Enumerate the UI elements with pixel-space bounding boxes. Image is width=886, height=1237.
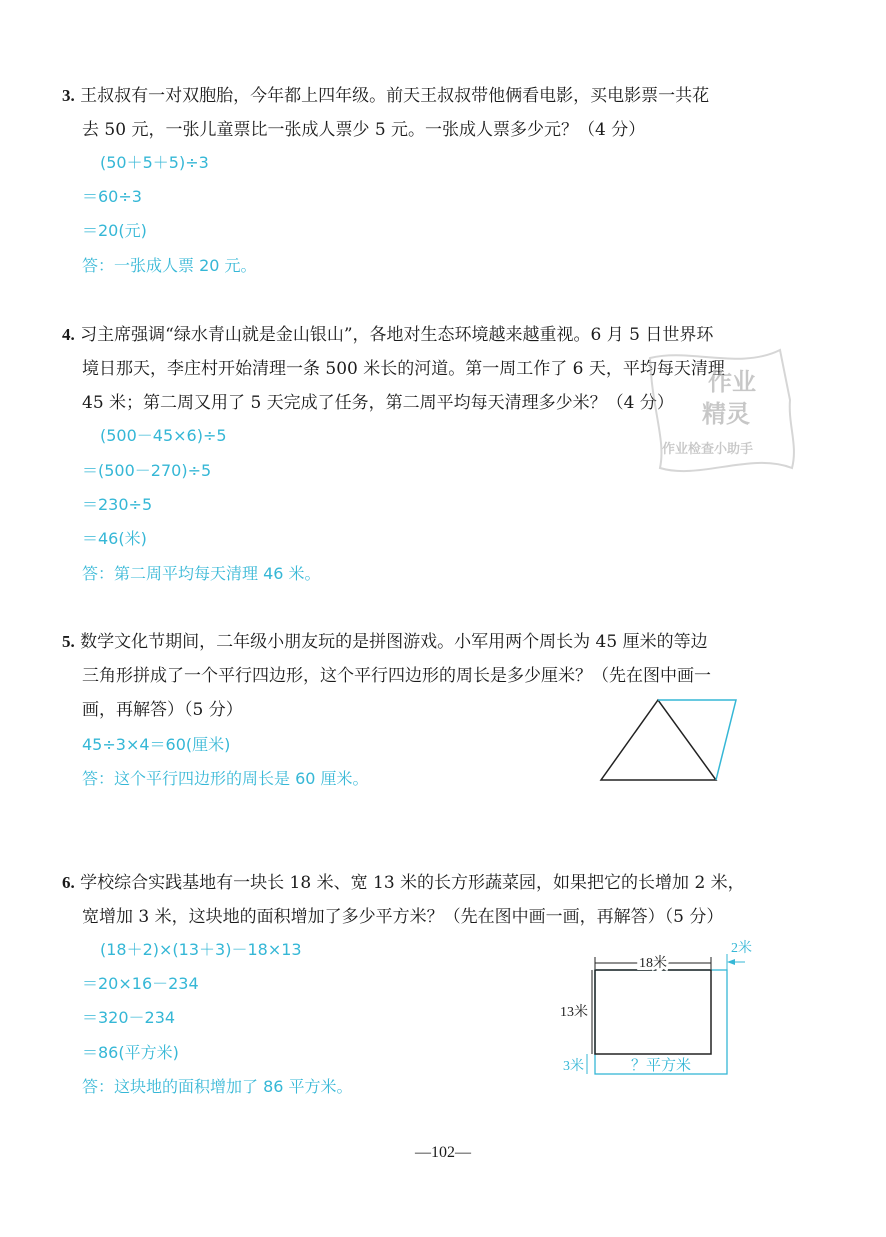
watermark-stamp xyxy=(630,340,805,480)
question-number: 6. xyxy=(62,873,75,892)
work-step: ＝(500－270)÷5 xyxy=(82,461,212,480)
work-step: ＝320－234 xyxy=(82,1008,176,1027)
work-step: (500－45×6)÷5 xyxy=(100,426,227,445)
triangle-left xyxy=(601,700,716,780)
watermark-subtitle: 精灵 xyxy=(702,400,750,428)
question-number: 3. xyxy=(62,86,75,105)
question-text-line: 三角形拼成了一个平行四边形，这个平行四边形的周长是多少厘米？（先在图中画一 xyxy=(82,666,711,686)
length-label: 18米 xyxy=(639,956,667,971)
question-text-line: 数学文化节期间，二年级小朋友玩的是拼图游戏。小军用两个周长为 45 厘米的等边 xyxy=(80,632,708,652)
watermark-caption: 作业检查小助手 xyxy=(662,442,754,457)
watermark-title: 作业 xyxy=(708,368,756,396)
answer-text: 答：第二周平均每天清理 46 米。 xyxy=(82,564,321,583)
page-number: —102— xyxy=(415,1144,471,1161)
work-step: ＝46(米) xyxy=(82,529,147,548)
question-text-line: 宽增加 3 米，这块地的面积增加了多少平方米？（先在图中画一画，再解答）（5 分） xyxy=(82,907,724,927)
work-step: ＝230÷5 xyxy=(82,495,153,514)
question-number: 4. xyxy=(62,325,75,344)
answer-text: 答：这个平行四边形的周长是 60 厘米。 xyxy=(82,769,369,788)
work-step: ＝20(元) xyxy=(82,221,147,240)
question-text-line: 学校综合实践基地有一块长 18 米、宽 13 米的长方形蔬菜园，如果把它的长增加 2 米， xyxy=(80,873,745,893)
add-length-label: 2米 xyxy=(731,941,752,956)
triangle-right-added xyxy=(658,700,736,780)
question-text-line: 习主席强调“绿水青山就是金山银山”，各地对生态环境越来越重视。6 月 5 日世界环 xyxy=(80,325,714,345)
garden-diagram xyxy=(555,936,755,1082)
question-text-line: 画，再解答）（5 分） xyxy=(82,700,243,720)
area-label: ？平方米 xyxy=(630,1058,692,1074)
question-text-line: 45 米；第二周又用了 5 天完成了任务，第二周平均每天清理多少米？（4 分） xyxy=(82,393,674,413)
original-rectangle xyxy=(595,970,711,1054)
question-text-line: 境日那天，李庄村开始清理一条 500 米长的河道。第一周工作了 6 天，平均每天清理 xyxy=(82,359,725,379)
add-width-label: 3米 xyxy=(563,1059,584,1074)
work-step: ＝60÷3 xyxy=(82,187,142,206)
work-step: ＝20×16－234 xyxy=(82,974,199,993)
question-number: 5. xyxy=(62,632,75,651)
answer-text: 答：这块地的面积增加了 86 平方米。 xyxy=(82,1077,353,1096)
question-text-line: 王叔叔有一对双胞胎，今年都上四年级。前天王叔叔带他俩看电影，买电影票一共花 xyxy=(80,86,710,106)
work-step: (18＋2)×(13＋3)－18×13 xyxy=(100,940,302,959)
work-step: 45÷3×4＝60(厘米) xyxy=(82,735,231,754)
answer-text: 答：一张成人票 20 元。 xyxy=(82,256,257,275)
parallelogram-figure xyxy=(596,695,742,785)
work-step: (50＋5＋5)÷3 xyxy=(100,153,209,172)
work-step: ＝86(平方米) xyxy=(82,1043,179,1062)
question-text-line: 去 50 元，一张儿童票比一张成人票少 5 元。一张成人票多少元？（4 分） xyxy=(82,120,646,140)
width-label: 13米 xyxy=(560,1005,588,1020)
